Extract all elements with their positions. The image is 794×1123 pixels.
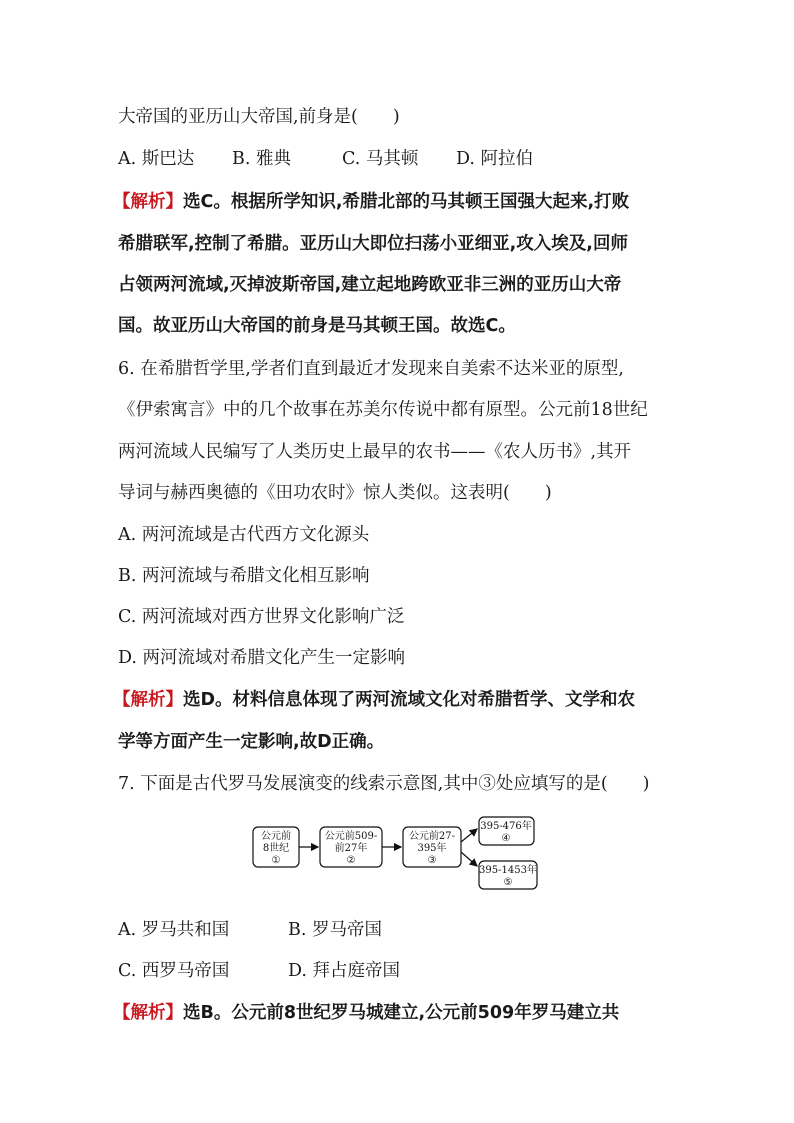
- svg-text:②: ②: [346, 855, 356, 866]
- q7-analysis-line-1: 【解析】选B。公元前8世纪罗马城建立,公元前509年罗马建立共: [113, 1003, 620, 1023]
- svg-text:395年: 395年: [417, 843, 447, 854]
- q5-option-d: D. 阿拉伯: [456, 149, 534, 169]
- svg-text:③: ③: [427, 855, 437, 866]
- q6-analysis-line-2: 学等方面产生一定影响,故D正确。: [118, 732, 385, 752]
- q7-timeline-diagram: [250, 814, 545, 894]
- q6-option-c: C. 两河流域对西方世界文化影响广泛: [118, 607, 405, 627]
- q6-option-d: D. 两河流域对希腊文化产生一定影响: [118, 648, 406, 668]
- svg-text:①: ①: [271, 855, 281, 866]
- diagram-box-2: [320, 827, 382, 867]
- q7-stem: 7. 下面是古代罗马发展演变的线索示意图,其中③处应填写的是( ): [118, 774, 650, 794]
- q7-option-d: D. 拜占庭帝国: [288, 961, 401, 981]
- q5-option-c: C. 马其顿: [342, 149, 419, 169]
- svg-text:395-1453年: 395-1453年: [479, 865, 537, 876]
- svg-text:8世纪: 8世纪: [262, 843, 290, 854]
- q6-stem-line-1: 6. 在希腊哲学里,学者们直到最近才发现来自美索不达米亚的原型,: [118, 359, 624, 379]
- svg-text:前27年: 前27年: [334, 843, 368, 854]
- q6-analysis-label: 【解析】: [113, 690, 183, 710]
- svg-text:⑤: ⑤: [503, 877, 513, 888]
- q5-analysis-line-4: 国。故亚历山大帝国的前身是马其顿王国。故选C。: [118, 316, 516, 336]
- q6-stem-line-3: 两河流域人民编写了人类历史上最早的农书——《农人历书》,其开: [118, 442, 632, 462]
- svg-text:公元前27-: 公元前27-: [408, 831, 456, 842]
- diagram-box-3: [403, 827, 461, 867]
- q5-analysis-label: 【解析】: [113, 192, 183, 212]
- q7-option-c: C. 西罗马帝国: [118, 961, 230, 981]
- q5-option-b: B. 雅典: [232, 149, 291, 169]
- diagram-box-4: [479, 817, 534, 845]
- q5-analysis-line-1: 【解析】选C。根据所学知识,希腊北部的马其顿王国强大起来,打败: [113, 192, 630, 212]
- q7-analysis-label: 【解析】: [113, 1003, 183, 1023]
- svg-text:④: ④: [501, 833, 511, 844]
- svg-text:395-476年: 395-476年: [480, 821, 532, 832]
- q6-stem-line-2: 《伊索寓言》中的几个故事在苏美尔传说中都有原型。公元前18世纪: [118, 400, 648, 420]
- q5-option-a: A. 斯巴达: [118, 149, 195, 169]
- q6-analysis-line-1: 【解析】选D。材料信息体现了两河流域文化对希腊哲学、文学和农: [113, 690, 636, 710]
- svg-text:公元前: 公元前: [261, 831, 291, 842]
- q6-option-a: A. 两河流域是古代西方文化源头: [118, 525, 370, 545]
- q7-option-a: A. 罗马共和国: [118, 920, 230, 940]
- q7-option-b: B. 罗马帝国: [288, 920, 382, 940]
- diagram-box-5: [479, 861, 537, 889]
- q5-analysis-line-2: 希腊联军,控制了希腊。亚历山大即位扫荡小亚细亚,攻入埃及,回师: [118, 234, 628, 254]
- q6-option-b: B. 两河流域与希腊文化相互影响: [118, 566, 370, 586]
- svg-text:公元前509-: 公元前509-: [324, 831, 378, 842]
- diagram-box-1: [253, 827, 299, 867]
- q5-stem: 大帝国的亚历山大帝国,前身是( ): [118, 107, 400, 127]
- q5-analysis-line-3: 占领两河流域,灭掉波斯帝国,建立起地跨欧亚非三洲的亚历山大帝: [118, 275, 622, 295]
- q6-stem-line-4: 导词与赫西奥德的《田功农时》惊人类似。这表明( ): [118, 483, 552, 503]
